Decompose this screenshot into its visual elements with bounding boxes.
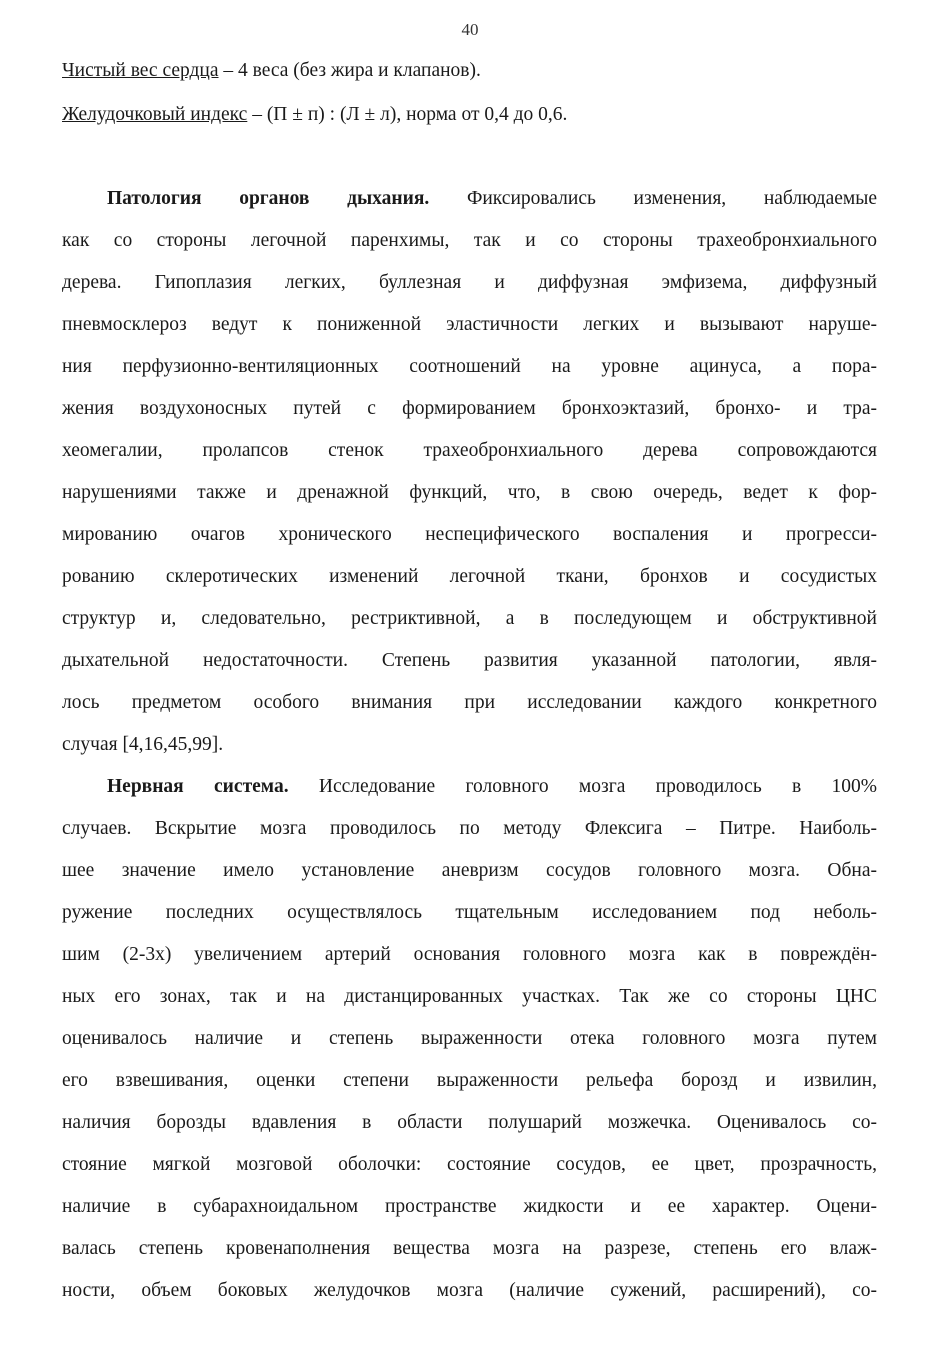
resp-line-7: нарушениями также и дренажной функций, что, в свою очередь, ведет к фор- [62, 482, 877, 503]
ventricular-index-line [62, 103, 877, 127]
resp-line-9: рованию склеротических изменений легочной ткани, бронхов и сосудистых [62, 566, 877, 587]
nerv-line-0: Нервная система. Исследование головного мозга проводилось в 100% [107, 776, 877, 797]
nerv-heading: Нервная система. [107, 776, 289, 797]
nerv-line-8: наличия борозды вдавления в области полушарий мозжечка. Оценивалось со- [62, 1112, 877, 1133]
nerv-line-1: случаев. Вскрытие мозга проводилось по методу Флексига – Питре. Наиболь- [62, 818, 877, 839]
nerv-line-6: оценивалось наличие и степень выраженности отека головного мозга путем [62, 1028, 877, 1049]
ventricular-index-term: Желудочковый индекс [62, 104, 248, 125]
resp-line-11: дыхательной недостаточности. Степень развития указанной патологии, явля- [62, 650, 877, 671]
resp-line-1: как со стороны легочной паренхимы, так и со стороны трахеобронхиального [62, 230, 877, 251]
resp-line-8: мированию очагов хронического неспецифического воспаления и прогресси- [62, 524, 877, 545]
nerv-line-2: шее значение имело установление аневризм сосудов головного мозга. Обна- [62, 860, 877, 881]
heart-weight-line [62, 59, 877, 83]
resp-heading: Патология органов дыхания. [107, 188, 430, 209]
nerv-line-5: ных его зонах, так и на дистанцированных участках. Так же со стороны ЦНС [62, 986, 877, 1007]
resp-line-10: структур и, следовательно, рестриктивной, а в последующем и обструктивной [62, 608, 877, 629]
resp-line-5: жения воздухоносных путей с формированием бронхоэктазий, бронхо- и тра- [62, 398, 877, 419]
nerv-line-11: валась степень кровенаполнения вещества мозга на разрезе, степень его влаж- [62, 1238, 877, 1259]
heart-weight-text: – 4 веса (без жира и клапанов). [218, 60, 481, 81]
nerv-line-9: стояние мягкой мозговой оболочки: состояние сосудов, ее цвет, прозрачность, [62, 1154, 877, 1175]
resp-line-3: пневмосклероз ведут к пониженной эластичности легких и вызывают наруше- [62, 314, 877, 335]
nerv-line-10: наличие в субарахноидальном пространстве жидкости и ее характер. Оцени- [62, 1196, 877, 1217]
nerv-line-12: ности, объем боковых желудочков мозга (наличие сужений, расширений), со- [62, 1280, 877, 1301]
resp-line-4: ния перфузионно-вентиляционных соотношений на уровне ацинуса, а пора- [62, 356, 877, 377]
resp-line-0: Патология органов дыхания. Фиксировались изменения, наблюдаемые [107, 188, 877, 209]
nerv-line-4: шим (2-3х) увеличением артерий основания головного мозга как в повреждён- [62, 944, 877, 965]
resp-line-13: случая [4,16,45,99]. [62, 734, 224, 755]
page-number: 40 [461, 20, 479, 39]
ventricular-index-text: – (П ± п) : (Л ± л), норма от 0,4 до 0,6. [247, 104, 568, 125]
heart-weight-term: Чистый вес сердца [62, 60, 219, 81]
nerv-line-3: ружение последних осуществлялось тщательным исследованием под неболь- [62, 902, 877, 923]
resp-line-2: дерева. Гипоплазия легких, буллезная и диффузная эмфизема, диффузный [62, 272, 877, 293]
resp-line-12: лось предметом особого внимания при исследовании каждого конкретного [62, 692, 877, 713]
resp-line-6: хеомегалии, пролапсов стенок трахеобронхиального дерева сопровождаются [62, 440, 877, 461]
nerv-line-7: его взвешивания, оценки степени выраженности рельефа борозд и извилин, [62, 1070, 877, 1091]
